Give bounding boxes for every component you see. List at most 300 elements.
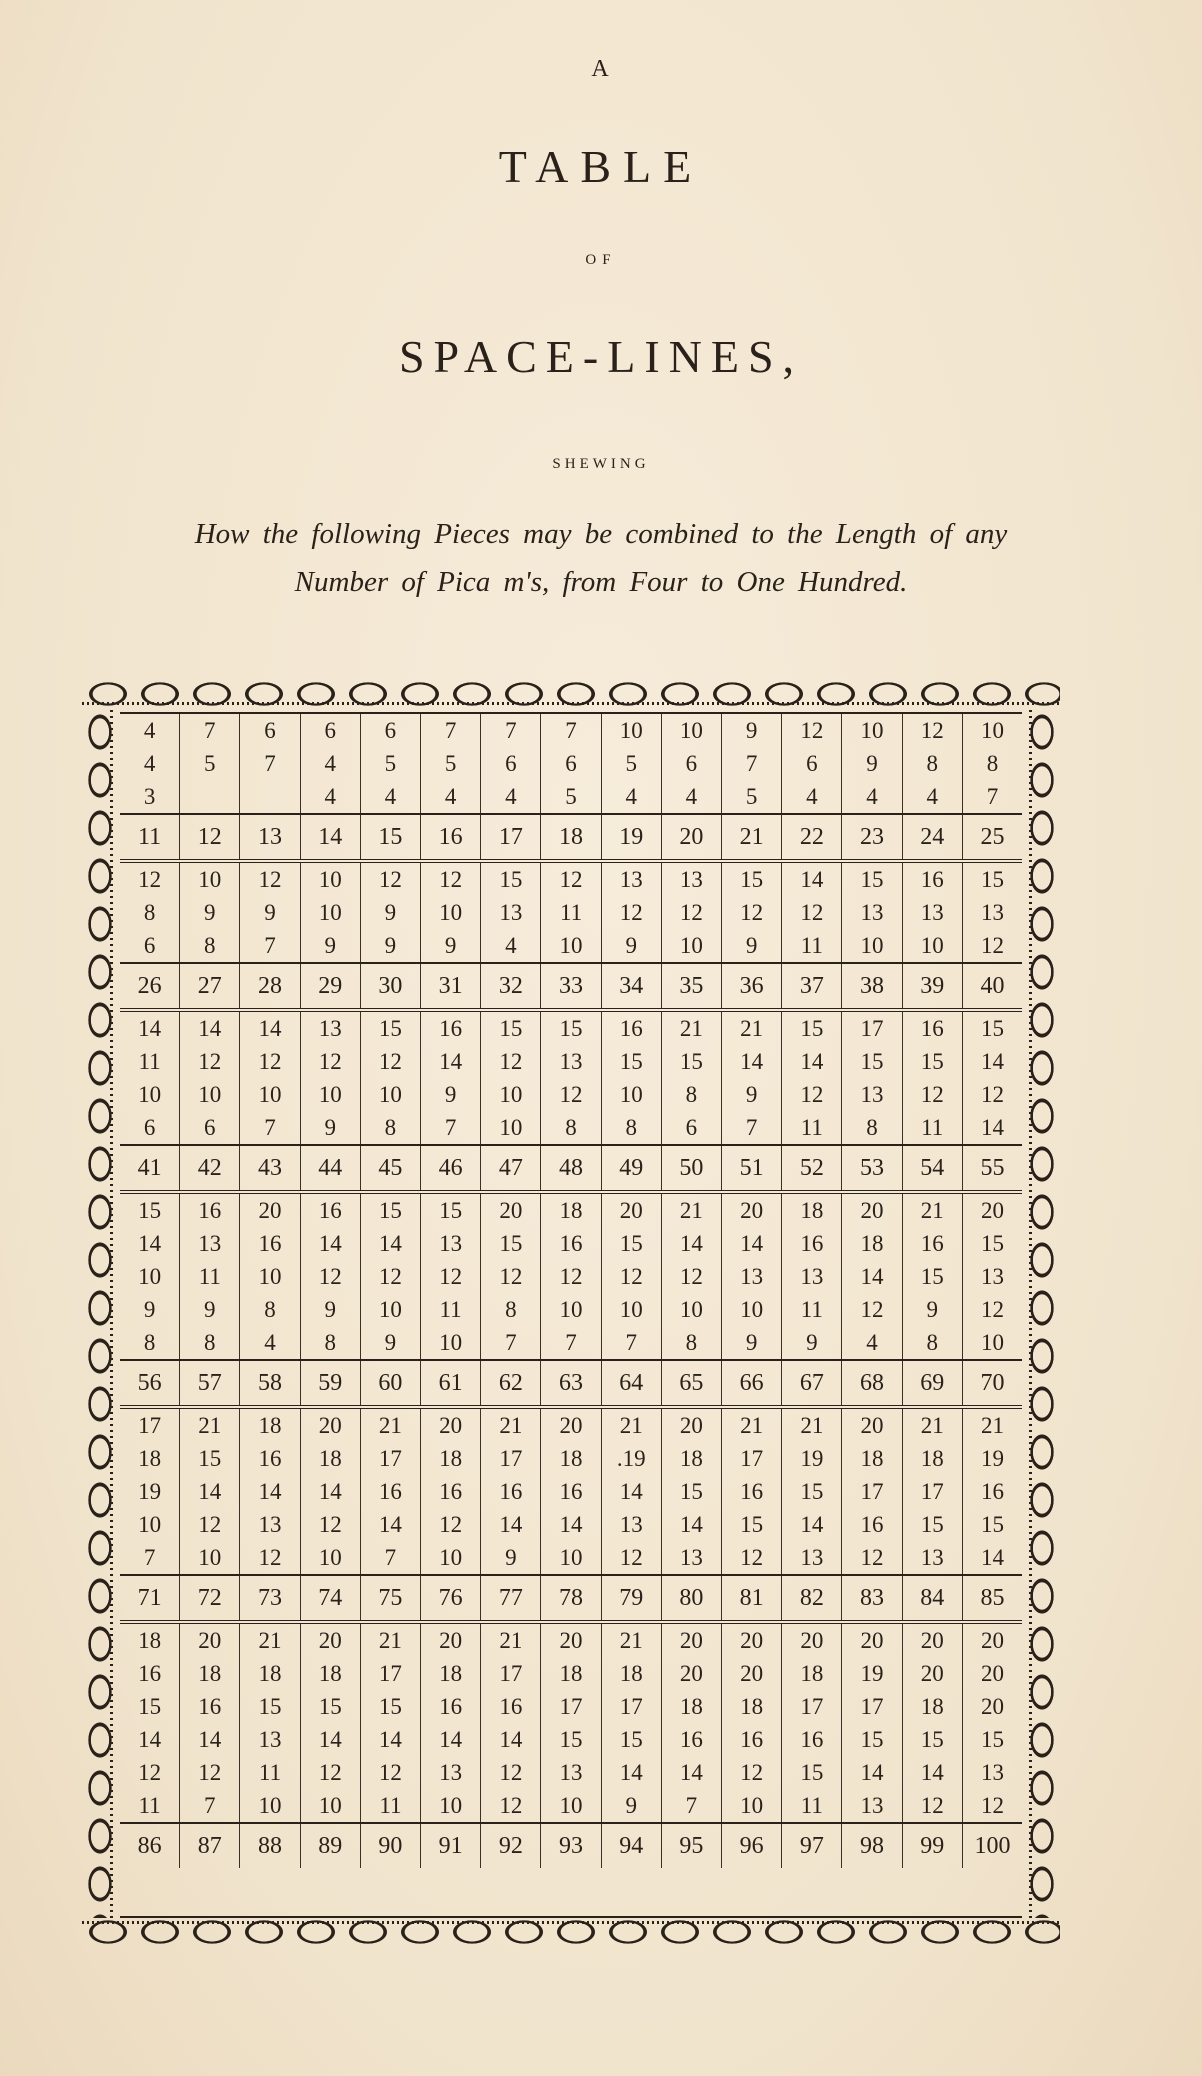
table-cell: 6 (384, 718, 397, 743)
table-cell: 16 (138, 1661, 162, 1686)
total-cell: 30 (360, 964, 420, 1008)
table-cell: 9 (204, 900, 216, 925)
table-column (962, 1194, 1022, 1359)
table-cell: 9 (505, 1545, 517, 1570)
table-column (480, 1409, 540, 1574)
table-cell: 8 (384, 1115, 397, 1140)
table-cell: 10 (559, 1793, 583, 1818)
table-cell: 15 (138, 1694, 162, 1719)
table-cell: 15 (619, 1049, 643, 1074)
table-cell: 12 (920, 1793, 944, 1818)
total-cell: 89 (300, 1824, 360, 1868)
table-cell: 16 (920, 1231, 944, 1256)
total-cell: 97 (781, 1824, 841, 1868)
table-cell: 8 (505, 1297, 517, 1322)
table-cell: 13 (740, 1264, 764, 1289)
table-cell: 11 (379, 1793, 402, 1818)
table-cell: 16 (439, 1016, 463, 1041)
table-column (239, 1409, 299, 1574)
table-cell: 7 (986, 784, 999, 809)
table-column (841, 1624, 901, 1822)
table-cell: 8 (926, 751, 938, 776)
total-cell: 47 (480, 1146, 540, 1190)
table-cell: 17 (860, 1016, 884, 1041)
table-cell: 14 (980, 1115, 1004, 1140)
ornament-border-right (1026, 708, 1060, 1918)
table-column (721, 1409, 781, 1574)
table-cell: 16 (740, 1727, 764, 1752)
table-cell: 14 (198, 1727, 222, 1752)
table-cell: 20 (920, 1628, 944, 1653)
total-cell: 75 (360, 1576, 420, 1620)
table-cell: 9 (745, 933, 758, 958)
total-cell: 68 (841, 1361, 901, 1405)
total-cell: 43 (239, 1146, 299, 1190)
table-cell: 13 (559, 1049, 583, 1074)
total-cell: 44 (300, 1146, 360, 1190)
total-cell: 73 (239, 1576, 299, 1620)
table-cell: 8 (264, 1297, 276, 1322)
total-cell: 93 (540, 1824, 600, 1868)
table-cell: 15 (980, 1016, 1004, 1041)
table-column (360, 863, 420, 962)
table-cell: 9 (745, 1330, 758, 1355)
table-cell: 20 (980, 1661, 1004, 1686)
table-column (420, 1194, 480, 1359)
table-cell: 14 (800, 867, 824, 892)
table-cell: 18 (318, 1661, 342, 1686)
table-cell: 10 (679, 933, 703, 958)
table-cell: 12 (439, 1264, 463, 1289)
table-cell: 10 (740, 1297, 764, 1322)
table-cell: 15 (378, 1198, 402, 1223)
table-cell: 7 (625, 1330, 637, 1355)
table-cell: 20 (860, 1628, 884, 1653)
table-cell: 11 (800, 1793, 823, 1818)
table-cell: 14 (439, 1049, 463, 1074)
table-cell: 4 (685, 784, 698, 809)
table-cell: 10 (559, 1545, 583, 1570)
table-cell: 17 (499, 1446, 523, 1471)
table-cell: 7 (143, 1545, 156, 1570)
table-column (300, 714, 360, 813)
table-column (300, 1012, 360, 1144)
table-cell: 15 (679, 1049, 703, 1074)
space-lines-table (120, 712, 1022, 1918)
table-cell: 10 (439, 1330, 463, 1355)
table-cell: 14 (258, 1016, 282, 1041)
table-cell: 11 (921, 1115, 944, 1140)
table-cell: 11 (559, 900, 583, 925)
table-cell: 17 (860, 1694, 884, 1719)
table-cell: 18 (860, 1446, 884, 1471)
total-cell: 41 (137, 1155, 162, 1181)
table-cell: 19 (980, 1446, 1004, 1471)
table-cell: 8 (685, 1082, 698, 1107)
table-cell: 4 (806, 784, 818, 809)
table-column (841, 714, 901, 813)
table-cell: 19 (860, 1661, 884, 1686)
table-cell: 14 (318, 1479, 342, 1504)
table-cell: 16 (980, 1479, 1004, 1504)
table-cell: 21 (920, 1198, 944, 1223)
table-cell: 14 (860, 1760, 884, 1785)
table-cell: 7 (204, 718, 216, 743)
table-column (661, 714, 721, 813)
table-cell: 9 (324, 933, 336, 958)
total-cell: 52 (781, 1146, 841, 1190)
table-cell: 7 (444, 1115, 457, 1140)
table-cell: 10 (198, 1545, 222, 1570)
table-cell: 4 (143, 718, 156, 743)
table-cell: 4 (444, 784, 457, 809)
total-cell: 32 (480, 964, 540, 1008)
table-cell: 13 (439, 1231, 463, 1256)
table-cell: 18 (258, 1661, 282, 1686)
total-cell: 69 (902, 1361, 962, 1405)
table-column (661, 1624, 721, 1822)
total-cell: 45 (360, 1146, 420, 1190)
table-cell: 18 (619, 1661, 643, 1686)
table-cell: 12 (920, 718, 944, 743)
table-cell: 18 (439, 1661, 463, 1686)
table-cell: 13 (559, 1760, 583, 1785)
total-cell: 82 (781, 1576, 841, 1620)
table-cell: 15 (198, 1446, 222, 1471)
table-cell: 10 (258, 1264, 282, 1289)
table-cell: 12 (378, 1760, 402, 1785)
table-cell: 16 (439, 1479, 463, 1504)
table-cell: 10 (378, 1297, 402, 1322)
table-cell: 5 (204, 751, 216, 776)
table-cell: 9 (324, 1297, 336, 1322)
table-cell: 15 (920, 1264, 944, 1289)
table-cell: 10 (679, 1297, 703, 1322)
table-cell: 21 (378, 1413, 402, 1438)
table-cell: 7 (565, 718, 577, 743)
table-cell: 14 (679, 1231, 703, 1256)
table-cell: 12 (138, 867, 162, 892)
table-column (721, 714, 781, 813)
table-cell: 6 (685, 751, 698, 776)
table-cell: 6 (685, 1115, 698, 1140)
table-column (300, 863, 360, 962)
table-cell: 12 (499, 1049, 523, 1074)
table-cell: 12 (318, 1512, 342, 1537)
table-cell: 9 (264, 900, 276, 925)
total-cell: 34 (601, 964, 661, 1008)
total-cell: 77 (480, 1576, 540, 1620)
table-cell: 12 (378, 1049, 402, 1074)
table-cell: 21 (980, 1413, 1004, 1438)
table-column (480, 714, 540, 813)
total-cell: 49 (601, 1146, 661, 1190)
table-cell: 18 (800, 1661, 824, 1686)
table-cell: 20 (619, 1198, 643, 1223)
heading-table: TABLE (498, 141, 704, 192)
total-cell: 20 (661, 815, 721, 859)
table-column (179, 863, 239, 962)
table-cell: 16 (920, 867, 944, 892)
table-cell: 16 (559, 1479, 583, 1504)
table-cell: 15 (860, 1049, 884, 1074)
total-cell: 48 (540, 1146, 600, 1190)
total-cell: 15 (360, 815, 420, 859)
table-cell: 10 (499, 1115, 523, 1140)
table-cell: 7 (505, 1330, 517, 1355)
table-cell: 12 (679, 900, 703, 925)
table-cell: 21 (740, 1413, 764, 1438)
table-column (902, 1012, 962, 1144)
table-cell: 20 (318, 1628, 342, 1653)
table-cell: 16 (439, 1694, 463, 1719)
table-cell: 15 (378, 1694, 402, 1719)
table-column (962, 1012, 1022, 1144)
table-cell: 12 (860, 1297, 884, 1322)
table-cell: 12 (439, 1512, 463, 1537)
total-cell: 80 (661, 1576, 721, 1620)
table-column (601, 1624, 661, 1822)
total-cell: 39 (902, 964, 962, 1008)
table-column (601, 1194, 661, 1359)
table-block (120, 1409, 1022, 1574)
table-cell: 10 (619, 1297, 643, 1322)
table-cell: 20 (920, 1661, 944, 1686)
table-cell: 10 (138, 1082, 162, 1107)
table-cell: 12 (318, 1264, 342, 1289)
table-cell: 15 (619, 1231, 643, 1256)
table-column (902, 1194, 962, 1359)
table-cell: 15 (920, 1049, 944, 1074)
table-cell: 16 (258, 1231, 282, 1256)
table-cell: 8 (625, 1115, 637, 1140)
table-column (179, 1409, 239, 1574)
table-cell: 14 (559, 1512, 583, 1537)
table-cell: 13 (920, 900, 944, 925)
table-column (420, 863, 480, 962)
table-cell: 12 (258, 1049, 282, 1074)
table-cell: 18 (920, 1694, 944, 1719)
table-cell: 14 (198, 1479, 222, 1504)
table-cell: 20 (980, 1694, 1004, 1719)
table-cell: 12 (499, 1264, 523, 1289)
table-cell: 20 (740, 1628, 764, 1653)
table-cell: 10 (198, 1082, 222, 1107)
table-cell: 12 (679, 1264, 703, 1289)
table-cell: 17 (800, 1694, 824, 1719)
table-cell: 14 (258, 1479, 282, 1504)
table-column (902, 1409, 962, 1574)
table-cell: 9 (745, 1082, 758, 1107)
total-cell: 38 (841, 964, 901, 1008)
table-cell: 8 (866, 1115, 878, 1140)
table-cell: 14 (138, 1727, 162, 1752)
total-cell: 78 (540, 1576, 600, 1620)
table-cell: 6 (806, 751, 818, 776)
table-column (239, 1012, 299, 1144)
table-column (962, 714, 1022, 813)
table-cell: 9 (444, 1082, 457, 1107)
table-cell: 20 (800, 1628, 824, 1653)
table-cell: 10 (439, 900, 463, 925)
table-cell: 13 (318, 1016, 342, 1041)
table-cell: 10 (318, 1082, 342, 1107)
total-cell: 76 (420, 1576, 480, 1620)
table-cell: 8 (204, 933, 216, 958)
table-cell: 8 (324, 1330, 336, 1355)
table-column (721, 1624, 781, 1822)
table-cell: 11 (138, 1793, 161, 1818)
table-cell: 5 (444, 751, 457, 776)
table-cell: 13 (258, 1727, 282, 1752)
table-cell: 13 (980, 1760, 1004, 1785)
table-cell: 8 (685, 1330, 698, 1355)
table-cell: 16 (258, 1446, 282, 1471)
heading-space-lines: SPACE-LINES, (398, 331, 804, 382)
table-cell: 10 (138, 1512, 162, 1537)
table-cell: 7 (745, 751, 758, 776)
table-cell: 7 (204, 1793, 216, 1818)
table-cell: 10 (318, 867, 342, 892)
table-cell: 12 (860, 1545, 884, 1570)
table-cell: 9 (866, 751, 878, 776)
total-row (120, 1574, 1022, 1624)
total-cell: 17 (480, 815, 540, 859)
table-cell: 12 (198, 1512, 222, 1537)
table-column (841, 863, 901, 962)
ornament-border-left (82, 708, 116, 1918)
table-cell: 15 (740, 1512, 764, 1537)
table-cell: 18 (860, 1231, 884, 1256)
table-cell: 16 (920, 1016, 944, 1041)
table-column (420, 1624, 480, 1822)
total-cell: 33 (540, 964, 600, 1008)
table-cell: 12 (559, 867, 583, 892)
table-cell: 14 (800, 1512, 824, 1537)
total-cell: 100 (962, 1824, 1022, 1868)
table-cell: 10 (499, 1082, 523, 1107)
table-cell: 6 (505, 751, 517, 776)
table-cell: 7 (685, 1793, 698, 1818)
table-cell: 19 (800, 1446, 824, 1471)
table-cell: 10 (980, 1330, 1004, 1355)
total-cell: 98 (841, 1824, 901, 1868)
table-cell: 12 (980, 1793, 1004, 1818)
table-cell: 4 (625, 784, 637, 809)
table-cell: 16 (499, 1694, 523, 1719)
table-column (120, 1194, 179, 1359)
table-cell: 20 (439, 1628, 463, 1653)
table-cell: 10 (740, 1793, 764, 1818)
table-block (120, 1194, 1022, 1359)
table-cell: 17 (378, 1446, 402, 1471)
ornamental-frame (82, 668, 1060, 1958)
table-cell: 12 (920, 1082, 944, 1107)
table-cell: 12 (258, 867, 282, 892)
total-row (120, 1359, 1022, 1409)
table-cell: 11 (800, 1115, 823, 1140)
table-cell: 15 (860, 867, 884, 892)
table-cell: 13 (679, 867, 703, 892)
table-cell: 20 (559, 1628, 583, 1653)
heading-of: OF (585, 252, 617, 268)
table-cell: 13 (800, 1545, 824, 1570)
total-cell: 26 (137, 973, 162, 999)
table-cell: 15 (740, 867, 764, 892)
table-block (120, 1012, 1022, 1144)
table-cell: 14 (679, 1512, 703, 1537)
table-cell: 14 (679, 1760, 703, 1785)
table-cell: 10 (198, 867, 222, 892)
table-cell: 21 (740, 1016, 764, 1041)
table-cell: 16 (800, 1231, 824, 1256)
table-cell: 12 (559, 1264, 583, 1289)
table-cell: 13 (679, 1545, 703, 1570)
total-cell: 92 (480, 1824, 540, 1868)
total-cell: 27 (179, 964, 239, 1008)
table-cell: 16 (198, 1694, 222, 1719)
table-column (962, 1409, 1022, 1574)
table-cell: 12 (499, 1760, 523, 1785)
table-cell: 5 (565, 784, 577, 809)
table-cell: 17 (378, 1661, 402, 1686)
table-cell: 9 (324, 1115, 336, 1140)
total-cell: 21 (721, 815, 781, 859)
total-cell: 35 (661, 964, 721, 1008)
table-column (179, 1624, 239, 1822)
table-cell: 11 (258, 1760, 282, 1785)
table-column (420, 1409, 480, 1574)
table-cell: 14 (138, 1231, 162, 1256)
total-cell: 70 (962, 1361, 1022, 1405)
table-cell: 16 (198, 1198, 222, 1223)
table-column (902, 714, 962, 813)
table-cell: 4 (143, 751, 156, 776)
table-cell: 8 (143, 1330, 156, 1355)
table-column (120, 1624, 179, 1822)
table-cell: 12 (198, 1760, 222, 1785)
table-cell: 11 (800, 933, 823, 958)
table-cell: 14 (499, 1727, 523, 1752)
total-cell: 72 (179, 1576, 239, 1620)
heading-article: A (591, 56, 611, 82)
table-cell: 21 (679, 1016, 703, 1041)
table-cell: 18 (559, 1198, 583, 1223)
table-cell: 12 (619, 1264, 643, 1289)
total-cell: 14 (300, 815, 360, 859)
table-column (721, 863, 781, 962)
table-cell: 14 (619, 1760, 643, 1785)
table-cell: 16 (378, 1479, 402, 1504)
table-cell: 21 (619, 1628, 643, 1653)
table-cell: 20 (198, 1628, 222, 1653)
total-cell: 88 (239, 1824, 299, 1868)
total-cell: 46 (420, 1146, 480, 1190)
table-cell: 14 (378, 1727, 402, 1752)
table-column (902, 863, 962, 962)
table-cell: 13 (860, 900, 884, 925)
table-cell: 6 (264, 718, 276, 743)
total-row (120, 1144, 1022, 1194)
total-cell: 99 (902, 1824, 962, 1868)
table-cell: 12 (740, 900, 764, 925)
table-cell: 8 (204, 1330, 216, 1355)
table-block (120, 863, 1022, 962)
table-cell: 20 (980, 1198, 1004, 1223)
table-cell: 17 (920, 1479, 944, 1504)
table-cell: 5 (745, 784, 758, 809)
table-cell: 12 (619, 900, 643, 925)
